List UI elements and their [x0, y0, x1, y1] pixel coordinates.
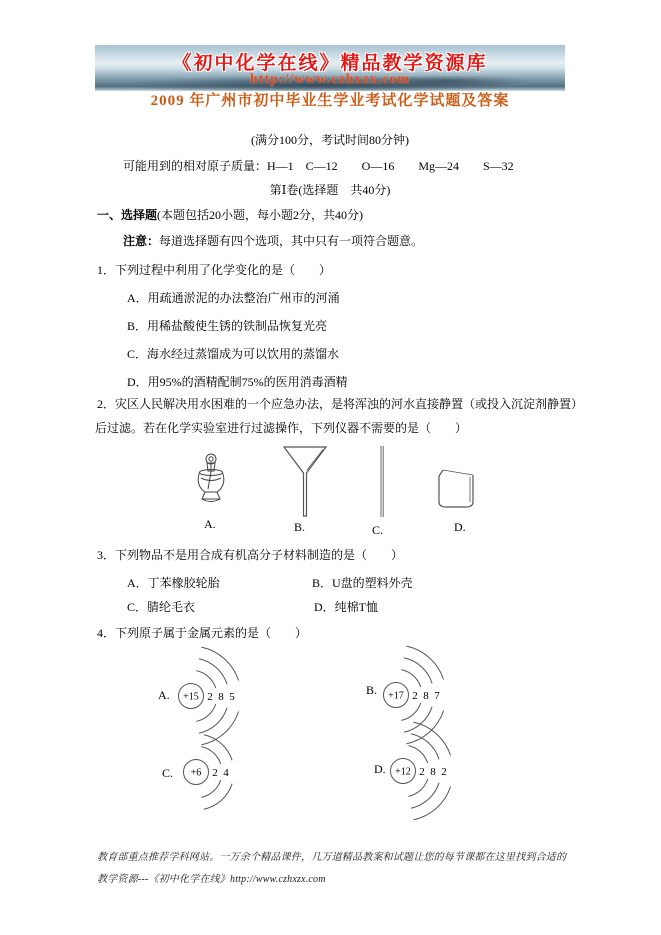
- notice-text: 每道选择题有四个选项，其中只有一项符合题意。: [159, 234, 424, 248]
- shell2-count-c: 4: [223, 767, 229, 779]
- shell2-count-b: 8: [423, 690, 429, 702]
- section-one-heading-rest: (本题包括20小题，每小题2分，共40分): [157, 208, 364, 222]
- q3-option-b: B．U盘的塑料外壳: [312, 576, 413, 590]
- q1-stem: 1．下列过程中利用了化学变化的是（ ）: [97, 263, 332, 277]
- shell2-count-d: 8: [430, 766, 436, 778]
- banner-site-title: 《初中化学在线》精品教学资源库: [172, 53, 488, 74]
- section-one-heading: [97, 208, 363, 223]
- shell1-count-b: 2: [412, 690, 418, 702]
- apparatus-label-b: B.: [294, 520, 306, 534]
- q1-option-d: D．用95%的酒精配制75%的医用消毒酒精: [127, 375, 348, 389]
- footer-promo-line1: 教育部重点推荐学科网站。一万余个精品课件，几万道精品教案和试题让您的每节课都在这里找到合适的: [97, 852, 567, 863]
- section-title: 第Ⅰ卷(选择题 共40分): [269, 183, 391, 197]
- q2-stem-line2: 后过滤。若在化学实验室进行过滤操作，下列仪器不需要的是（ ）: [95, 421, 468, 435]
- atom-label-d: D.: [374, 762, 386, 776]
- q3-option-c: C．腈纶毛衣: [127, 600, 196, 614]
- section-one-heading-bold: 一、选择题: [97, 208, 158, 222]
- nucleus-charge-d: +12: [395, 766, 411, 778]
- atomic-masses-line: 可能用到的相对原子质量：H—1 C—12 O—16 Mg—24 S—32: [123, 159, 514, 173]
- notice-label: 注意：: [123, 234, 160, 248]
- atom-label-b: B.: [366, 683, 378, 697]
- atom-diagram-d: [388, 721, 478, 821]
- atom-label-a: A.: [158, 688, 170, 702]
- site-banner: [95, 45, 565, 91]
- atom-diagram-c: [181, 732, 251, 812]
- shell1-count-d: 2: [419, 766, 425, 778]
- score-time-line: (满分100分，考试时间80分钟): [251, 133, 409, 147]
- nucleus-charge-b: +17: [388, 690, 404, 702]
- q3-option-d: D．纯棉T恤: [314, 600, 378, 614]
- shell1-count-a: 2: [207, 691, 213, 703]
- atom-diagram-a: [176, 646, 266, 746]
- q4-stem: 4．下列原子属于金属元素的是（ ）: [97, 626, 308, 640]
- apparatus-label-d: D.: [454, 520, 466, 534]
- shell3-count-a: 5: [229, 691, 235, 703]
- q1-option-a: A．用疏通淤泥的办法整治广州市的河涌: [127, 291, 340, 305]
- apparatus-label-a: A.: [204, 517, 216, 531]
- alcohol-lamp-icon: [189, 452, 233, 506]
- footer-promo-line2[interactable]: 教学资源---《初中化学在线》http://www.czhxzx.com: [97, 874, 326, 885]
- funnel-icon: [283, 446, 327, 518]
- q1-option-b: B．用稀盐酸使生锈的铁制品恢复光亮: [127, 319, 328, 333]
- banner-site-url[interactable]: http://www.czhxzx.com: [249, 72, 411, 87]
- apparatus-label-c: C.: [372, 523, 384, 537]
- atom-label-c: C.: [162, 766, 174, 780]
- q3-stem: 3．下列物品不是用合成有机高分子材料制造的是（ ）: [97, 548, 404, 562]
- beaker-icon: [437, 469, 475, 509]
- shell3-count-d: 2: [441, 766, 447, 778]
- notice-line: [123, 234, 423, 249]
- q1-option-c: C．海水经过蒸馏成为可以饮用的蒸馏水: [127, 347, 340, 361]
- glass-rod-icon: [378, 446, 386, 517]
- shell2-count-a: 8: [218, 691, 224, 703]
- nucleus-charge-c: +6: [190, 767, 202, 779]
- shell3-count-b: 7: [434, 690, 440, 702]
- q2-stem-line1: 2．灾区人民解决用水困难的一个应急办法，是将浑浊的河水直接静置（或投入沉淀剂静置）: [97, 397, 584, 411]
- shell1-count-c: 2: [212, 767, 218, 779]
- q3-option-a: A．丁苯橡胶轮胎: [127, 576, 220, 590]
- nucleus-charge-a: +15: [183, 691, 199, 703]
- page-title: 2009 年广州市初中毕业生学业考试化学试题及答案: [150, 93, 510, 109]
